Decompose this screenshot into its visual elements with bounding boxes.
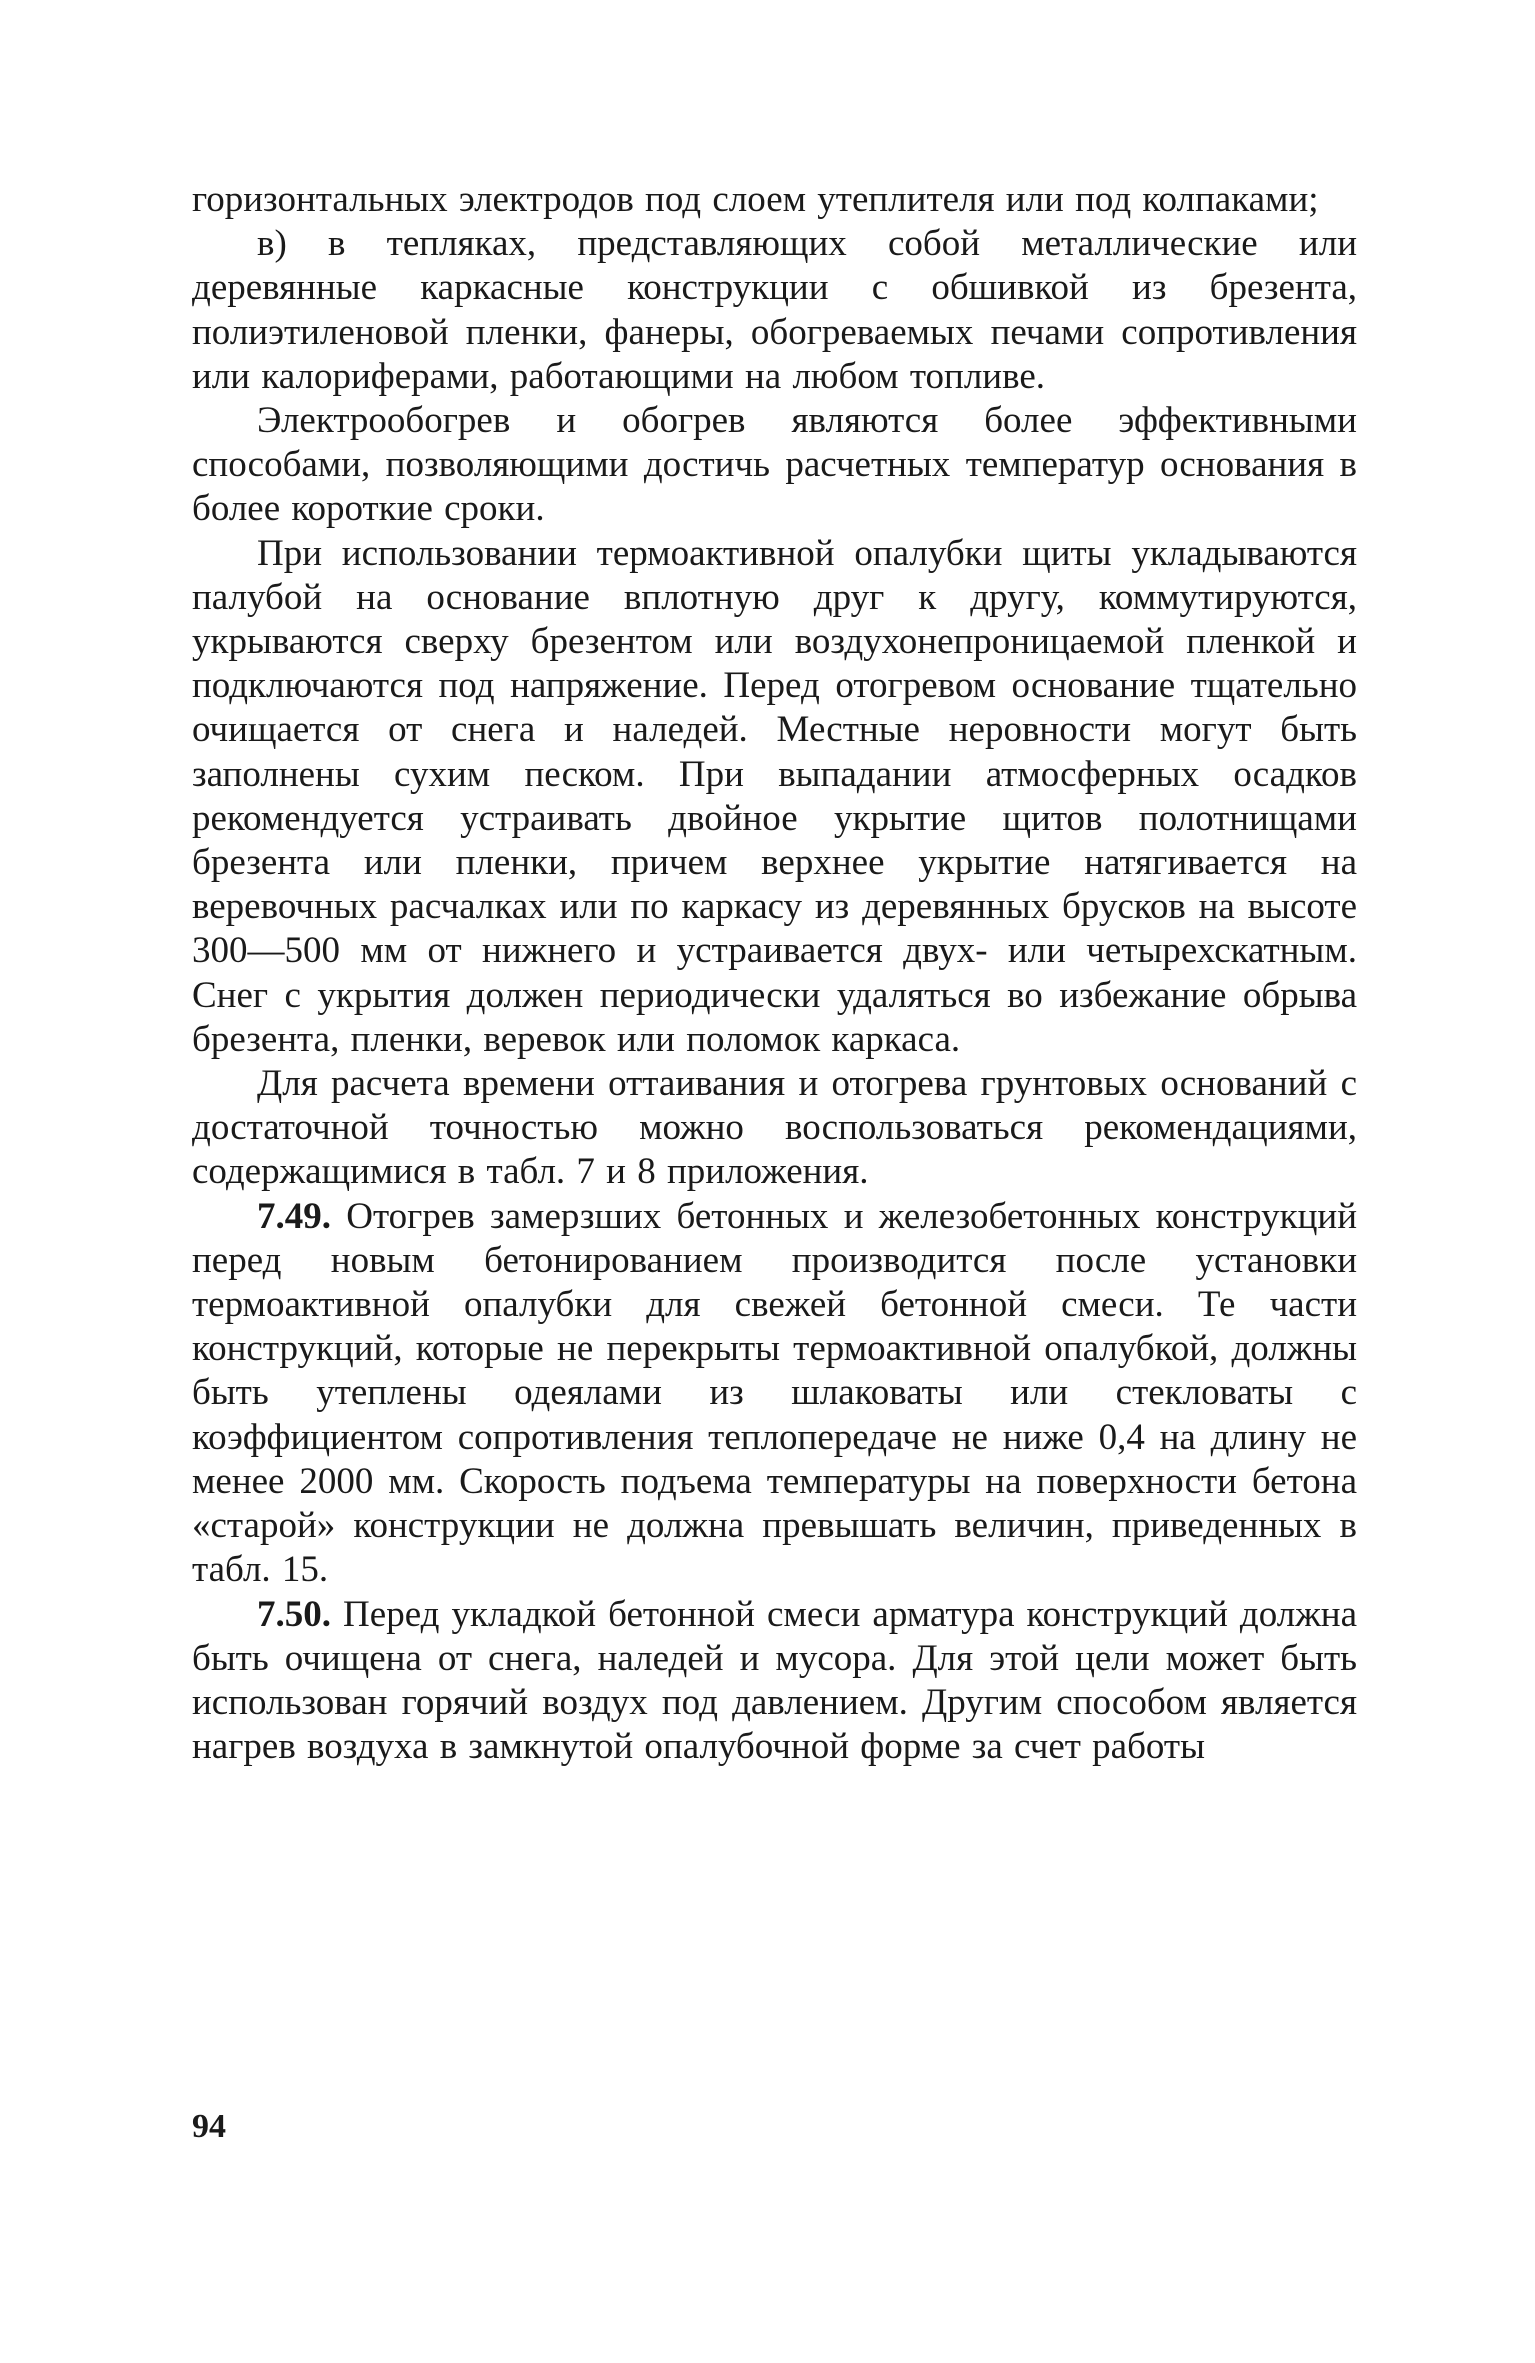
paragraph-thawing-calculation [192, 1062, 1357, 1195]
paragraph-text: При использовании термоактивной опалубки щиты укладываются палубой на основание вплотную друг к другу, коммутируются, укрываются сверху брезентом или воздухонепроницаемой пленкой и подключаются под напряжение. Перед отогревом основание тщательно очищается от снега и наледей. Местные неровности могут быть заполнены сухим песком. При выпадании атмосферных осадков рекомендуется устраивать двойное укрытие щитов полотнищами брезента или пленки, причем верхнее укрытие натягивается на веревочных расчалках или по каркасу из деревянных брусков на высоте 300—500 мм от нижнего и устраивается двух- или четырехскатным. Снег с укрытия должен периодически удаляться во избежание обрыва брезента, пленки, веревок или поломок каркаса. [192, 532, 1357, 1060]
clause-number: 7.50. [257, 1593, 331, 1635]
paragraph-text: горизонтальных электродов под слоем утеплителя или под колпаками; [192, 179, 1319, 220]
paragraph-text: Перед укладкой бетонной смеси арматура конструкций должна быть очищена от снега, наледей и мусора. Для этой цели может быть использован горячий воздух под давлением. Другим способом является нагрев воздуха в замкнутой опалубочной форме за счет работы [192, 1593, 1358, 1768]
paragraph-text: Электрообогрев и обогрев являются более эффективными способами, позволяющими достичь расчетных температур основания в более короткие сроки. [192, 400, 1357, 530]
paragraph-text: в) в тепляках, представляющих собой металлические или деревянные каркасные конструкции с обшивкой из брезента, полиэтиленовой пленки, фанеры, обогреваемых печами сопротивления или калориферами, работающими на любом топливе. [192, 223, 1357, 397]
paragraph-7-50 [192, 1593, 1357, 1770]
page-number: 94 [192, 2108, 226, 2145]
paragraph-text: Отогрев замерзших бетонных и железобетонных конструкций перед новым бетонированием производится после установки термоактивной опалубки для свежей бетонной смеси. Те части конструкций, которые не перекрыты термоактивной опалубкой, должны быть утеплены одеялами из шлаковаты или стекловаты с коэффициентом сопротивления теплопередаче не ниже 0,4 на длину не менее 2000 мм. Скорость подъема температуры на поверхности бетона «старой» конструкции не должна превышать величин, приведенных в табл. 15. [192, 1195, 1357, 1591]
paragraph-thermoactive-formwork [192, 532, 1357, 1062]
paragraph-electrodes [192, 178, 1357, 222]
paragraph-teplyaki [192, 222, 1357, 399]
paragraph-electroheating [192, 399, 1357, 532]
paragraph-text: Для расчета времени оттаивания и отогрева грунтовых оснований с достаточной точностью можно воспользоваться рекомендациями, содержащимися в табл. 7 и 8 приложения. [192, 1063, 1357, 1193]
paragraph-7-49 [192, 1195, 1357, 1593]
clause-number: 7.49. [257, 1195, 331, 1237]
page-body [192, 178, 1357, 1769]
